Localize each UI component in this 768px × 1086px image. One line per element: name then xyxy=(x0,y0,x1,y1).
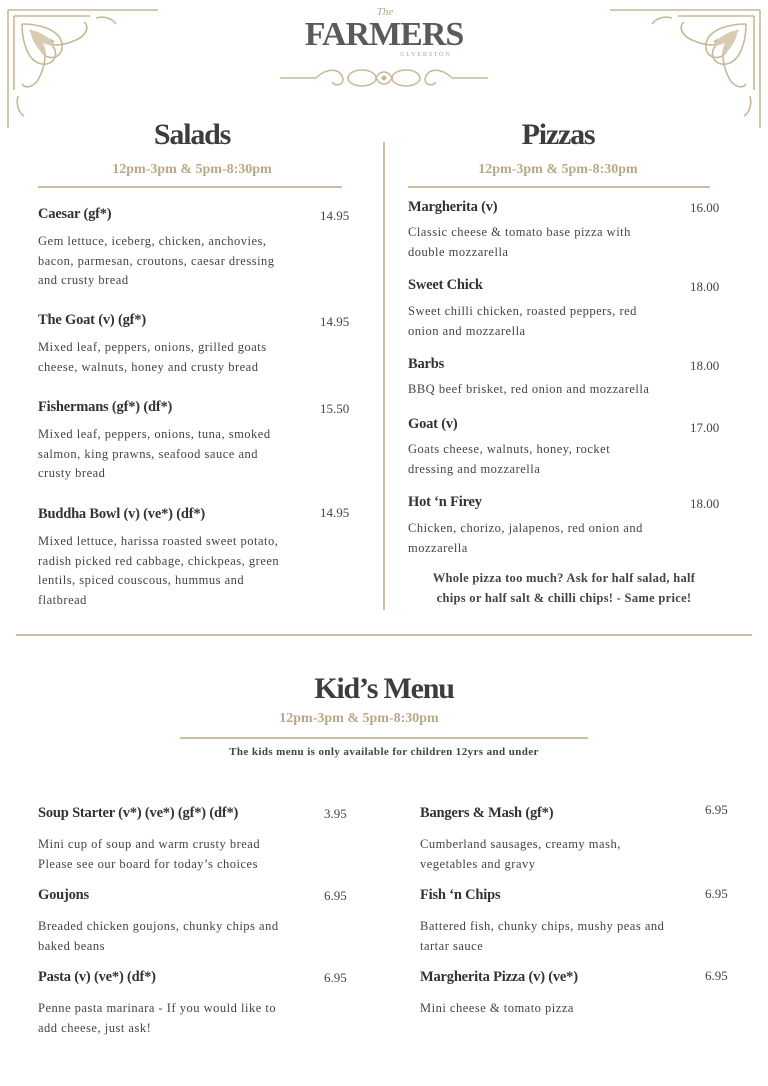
item-name: Barbs xyxy=(408,356,445,372)
item-desc: Mini cup of soup and warm crusty bread Please see our board for today’s choices xyxy=(38,837,261,871)
item-price: 16.00 xyxy=(690,200,720,215)
item-name: Caesar (gf*) xyxy=(38,206,112,222)
kids-divider xyxy=(180,737,588,739)
logo-flourish-icon xyxy=(276,62,492,94)
item-desc: Chicken, chorizo, jalapenos, red onion and mozzarella xyxy=(408,521,643,555)
pizzas-divider xyxy=(408,186,710,188)
item-name: Margherita (v) xyxy=(408,199,498,215)
corner-ornament-right-icon xyxy=(608,0,768,130)
item-name: Goat (v) xyxy=(408,416,458,432)
item-name: Soup Starter (v*) (ve*) (gf*) (df*) xyxy=(38,805,239,821)
item-price: 14.95 xyxy=(320,314,350,329)
pizzas-hours: 12pm-3pm & 5pm-8:30pm xyxy=(478,162,638,177)
salads-divider xyxy=(38,186,342,188)
item-price: 6.95 xyxy=(705,968,728,983)
item-desc: Cumberland sausages, creamy mash, vegetables and gravy xyxy=(420,837,621,871)
item-price: 17.00 xyxy=(690,420,720,435)
logo-prefix: The xyxy=(376,6,394,18)
item-desc: Mini cheese & tomato pizza xyxy=(420,1001,574,1015)
item-name: Bangers & Mash (gf*) xyxy=(420,805,554,821)
item-desc: Breaded chicken goujons, chunky chips and baked beans xyxy=(38,919,279,953)
corner-ornament-left-icon xyxy=(0,0,160,130)
salads-title: Salads xyxy=(153,118,231,151)
item-desc: Sweet chilli chicken, roasted peppers, red onion and mozzarella xyxy=(408,304,637,338)
item-price: 3.95 xyxy=(324,806,347,821)
item-name: Goujons xyxy=(38,887,89,903)
item-price: 18.00 xyxy=(690,279,720,294)
item-desc: Goats cheese, walnuts, honey, rocket dressing and mozzarella xyxy=(408,442,611,476)
item-desc: Gem lettuce, iceberg, chicken, anchovies, bacon, parmesan, croutons, caesar dressing and crusty bread xyxy=(38,234,275,287)
item-name: Hot ‘n Firey xyxy=(408,494,482,510)
logo-location: ULVERSTON xyxy=(400,51,452,58)
pizza-half-note: Whole pizza too much? Ask for half salad, half chips or half salt & chilli chips! - Same price! xyxy=(432,571,696,605)
item-name: Pasta (v) (ve*) (df*) xyxy=(38,969,156,985)
item-name: Fish ‘n Chips xyxy=(420,887,501,903)
salads-hours: 12pm-3pm & 5pm-8:30pm xyxy=(112,162,272,177)
item-price: 6.95 xyxy=(324,888,347,903)
item-price: 6.95 xyxy=(324,970,347,985)
item-price: 15.50 xyxy=(320,401,350,416)
item-name: Buddha Bowl (v) (ve*) (df*) xyxy=(38,506,205,522)
item-desc: Mixed leaf, peppers, onions, tuna, smoked salmon, king prawns, seafood sauce and crusty bread xyxy=(38,427,271,480)
item-price: 14.95 xyxy=(320,505,350,520)
item-price: 6.95 xyxy=(705,886,728,901)
item-desc: Mixed leaf, peppers, onions, grilled goats cheese, walnuts, honey and crusty bread xyxy=(38,340,267,374)
column-divider xyxy=(383,142,385,610)
item-desc: Penne pasta marinara - If you would like to add cheese, just ask! xyxy=(38,1001,277,1035)
section-divider xyxy=(16,634,752,636)
item-price: 14.95 xyxy=(320,208,350,223)
item-name: Fishermans (gf*) (df*) xyxy=(38,399,173,415)
logo-name: FARMERS xyxy=(304,16,464,53)
item-price: 6.95 xyxy=(705,802,728,817)
kids-hours: 12pm-3pm & 5pm-8:30pm xyxy=(279,711,439,726)
item-desc: Mixed lettuce, harissa roasted sweet potato, radish picked red cabbage, chickpeas, green lentils, spiced couscous, hummus and flatbread xyxy=(38,534,280,607)
pizzas-title: Pizzas xyxy=(521,118,595,151)
item-price: 18.00 xyxy=(690,358,720,373)
item-price: 18.00 xyxy=(690,496,720,511)
item-name: The Goat (v) (gf*) xyxy=(38,312,146,328)
item-desc: BBQ beef brisket, red onion and mozzarella xyxy=(408,382,650,396)
item-desc: Classic cheese & tomato base pizza with double mozzarella xyxy=(408,225,631,259)
kids-title: Kid’s Menu xyxy=(314,672,454,705)
item-desc: Battered fish, chunky chips, mushy peas and tartar sauce xyxy=(420,919,665,953)
kids-age-note: The kids menu is only available for children 12yrs and under xyxy=(229,746,539,758)
item-name: Sweet Chick xyxy=(408,277,483,293)
item-name: Margherita Pizza (v) (ve*) xyxy=(420,969,578,985)
